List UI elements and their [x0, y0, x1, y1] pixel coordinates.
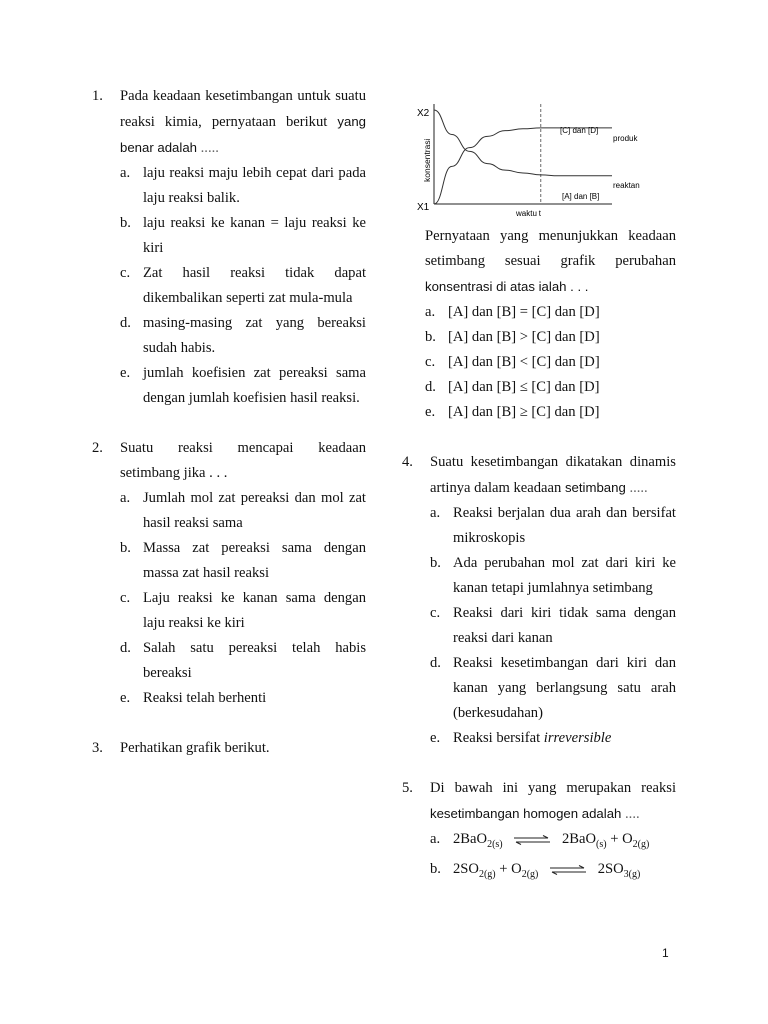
- y-tick-top: X2: [417, 108, 430, 119]
- question-stem: Pada keadaan kesetimbangan untuk suatu reaksi kimia, pernyataan berikut yang benar adalah .....: [120, 88, 366, 156]
- equilibrium-arrow-icon: [512, 835, 552, 845]
- marker-label: t: [538, 209, 542, 216]
- option-c: c. Laju reaksi ke kanan sama dengan laju reaksi ke kiri: [120, 590, 366, 631]
- option-a: a. 2BaO$_{2(s)}$ $2BaO_{(s)} + O_{2(g)}$: [430, 831, 650, 850]
- question-intro: Perhatikan grafik berikut.: [120, 740, 270, 756]
- question-number: 1.: [92, 88, 103, 104]
- question-3: [425, 224, 676, 425]
- legend-reaktan: reaktan: [613, 181, 640, 190]
- question-number: 4.: [402, 454, 413, 470]
- option-a: a. Reaksi berjalan dua arah dan bersifat mikroskopis: [430, 505, 676, 546]
- option-b: b. laju reaksi ke kanan = laju reaksi ke kiri: [120, 215, 366, 256]
- y-tick-bottom: X1: [417, 202, 430, 213]
- option-e: e. jumlah koefisien zat pereaksi sama dengan jumlah koefisien hasil reaksi.: [120, 365, 366, 406]
- option-e: e. Reaksi bersifat irreversible: [430, 730, 612, 746]
- options-list: [425, 300, 676, 425]
- question-3-intro: [92, 736, 366, 761]
- option-c: c. [A] dan [B] < [C] dan [D]: [425, 354, 600, 370]
- options-list: [430, 827, 676, 887]
- y-axis-label: konsentrasi: [422, 138, 432, 182]
- option-a: a. laju reaksi maju lebih cepat dari pada laju reaksi balik.: [120, 165, 366, 206]
- question-4: [402, 450, 676, 751]
- question-stem: Suatu reaksi mencapai keadaan setimbang jika . . .: [120, 440, 366, 481]
- option-c: c. Reaksi dari kiri tidak sama dengan reaksi dari kanan: [430, 605, 676, 646]
- option-d: d. [A] dan [B] ≤ [C] dan [D]: [425, 379, 600, 395]
- option-b: b. $2SO_{2(g)} + O_{2(g)}$ $2SO_{3(g)}$: [430, 860, 641, 880]
- series-reaktan: [434, 110, 612, 176]
- equilibrium-arrow-icon: [548, 865, 588, 875]
- option-b: b. [A] dan [B] > [C] dan [D]: [425, 329, 600, 345]
- question-stem: Pernyataan yang menunjukkan keadaan setimbang sesuai grafik perubahan konsentrasi di atas ialah . . .: [425, 228, 676, 294]
- question-stem: Di bawah ini yang merupakan reaksi kesetimbangan homogen adalah ....: [430, 780, 676, 822]
- option-c: c. Zat hasil reaksi tidak dapat dikembalikan seperti zat mula-mula: [120, 265, 366, 306]
- question-number: 3.: [92, 740, 103, 756]
- option-b: b. Ada perubahan mol zat dari kiri ke kanan tetapi jumlahnya setimbang: [430, 555, 676, 596]
- option-b: b. Massa zat pereaksi sama dengan massa zat hasil reaksi: [120, 540, 366, 581]
- option-d: d. masing-masing zat yang bereaksi sudah habis.: [120, 315, 366, 356]
- option-e: e. Reaksi telah berhenti: [120, 690, 267, 706]
- label-products: [C] dan [D]: [560, 126, 599, 135]
- question-stem: Suatu kesetimbangan dikatakan dinamis artinya dalam keadaan setimbang .....: [430, 454, 676, 496]
- question-number: 2.: [92, 440, 103, 456]
- options-list: [430, 501, 676, 751]
- concentration-chart: [408, 100, 672, 216]
- legend-produk: produk: [613, 134, 638, 143]
- question-1: [92, 84, 366, 411]
- option-d: d. Salah satu pereaksi telah habis bereaksi: [120, 640, 366, 681]
- x-axis-label: waktu: [516, 209, 537, 216]
- options-list: [120, 486, 366, 711]
- question-5: [402, 776, 676, 887]
- left-column: [92, 84, 366, 761]
- option-e: e. [A] dan [B] ≥ [C] dan [D]: [425, 404, 600, 420]
- options-list: [120, 161, 366, 411]
- option-a: a. Jumlah mol zat pereaksi dan mol zat hasil reaksi sama: [120, 490, 366, 531]
- page-number: 1: [662, 946, 669, 960]
- question-2: [92, 436, 366, 711]
- question-number: 5.: [402, 780, 413, 796]
- option-d: d. Reaksi kesetimbangan dari kiri dan kanan yang berlangsung satu arah (berkesudahan): [430, 655, 676, 721]
- option-a: a. [A] dan [B] = [C] dan [D]: [425, 304, 600, 320]
- label-reactants: [A] dan [B]: [562, 192, 600, 201]
- right-column: [402, 224, 676, 887]
